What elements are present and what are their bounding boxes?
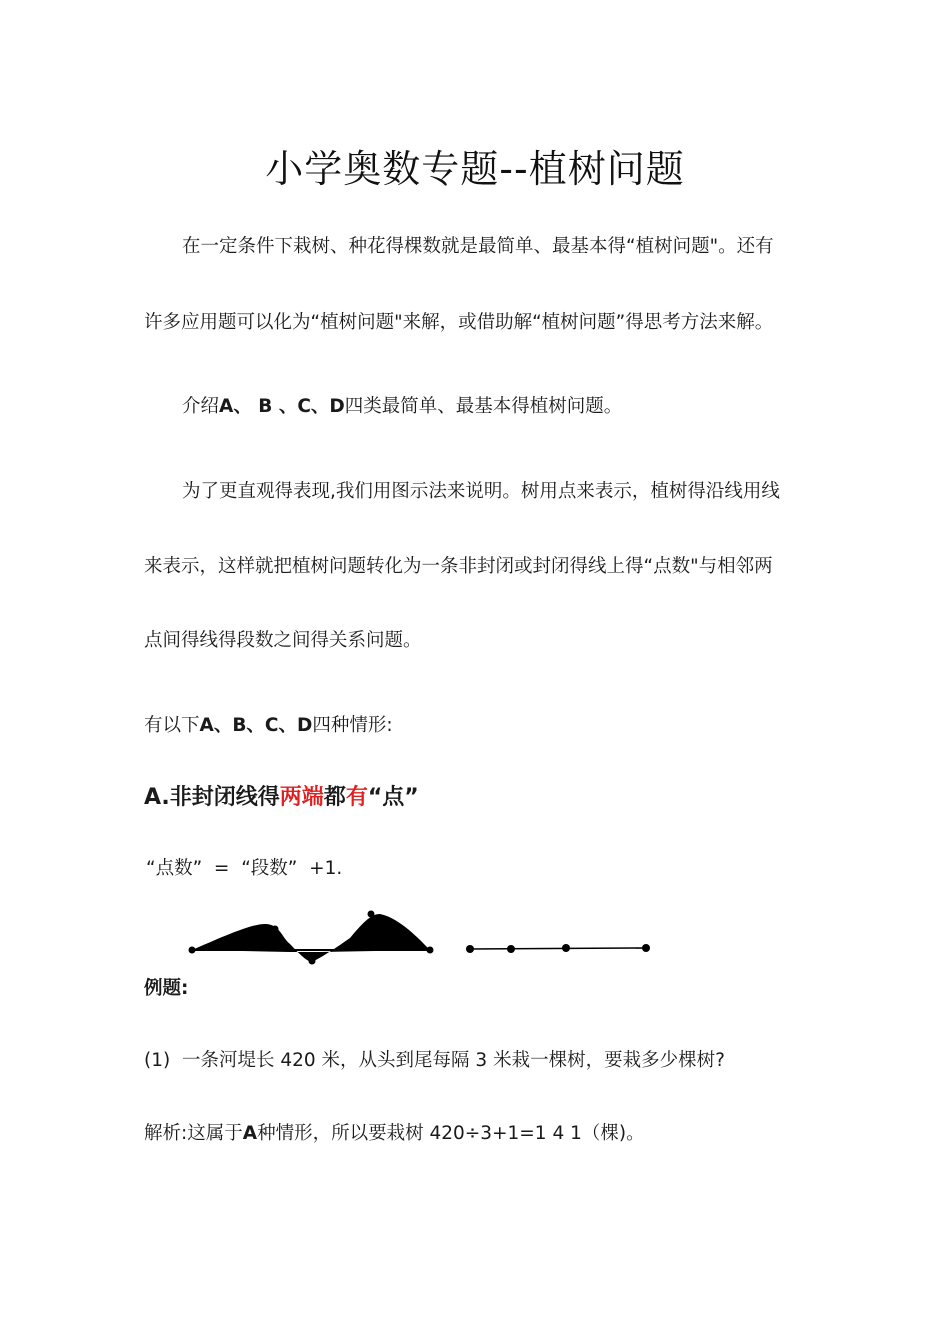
example-answer-prefix: 解析:这属于	[144, 1123, 243, 1144]
example-label: 例题:	[144, 978, 189, 999]
section-a-heading	[144, 785, 419, 811]
straight-point-2	[507, 945, 515, 953]
wavy-point-4	[368, 911, 375, 918]
intro-paragraph-3-line-1: 为了更直观得表现,我们用图示法来说明。树用点来表示，植树得沿线用线	[182, 481, 780, 502]
section-a-red-1: 两端	[279, 785, 324, 810]
section-a-middle: 都	[323, 785, 346, 810]
straight-point-4	[642, 944, 650, 952]
example-answer-bold: A	[242, 1123, 258, 1144]
section-a-red-2: 有	[345, 785, 368, 810]
intro-paragraph-4	[144, 713, 393, 739]
wavy-point-2	[272, 926, 279, 933]
intro-p2-bold: A、 B 、C、D	[219, 396, 345, 417]
intro-paragraph-1-line-1: 在一定条件下栽树、种花得棵数就是最简单、最基本得“植树问题"。还有	[182, 236, 774, 257]
section-a-suffix: “点”	[367, 785, 419, 810]
example-answer	[144, 1121, 645, 1147]
intro-paragraph-1-line-2: 许多应用题可以化为“植树问题"来解，或借助解“植树问题”得思考方法来解。	[144, 312, 774, 333]
intro-paragraph-3-line-3: 点间得线得段数之间得关系问题。	[144, 630, 422, 651]
straight-line	[470, 948, 646, 949]
tree-planting-diagram	[180, 900, 680, 972]
intro-p2-suffix: 四类最简单、最基本得植树问题。	[344, 396, 623, 417]
section-a-prefix: A.非封闭线得	[144, 785, 280, 810]
intro-paragraph-2	[182, 394, 622, 420]
wavy-point-1	[189, 947, 196, 954]
intro-p4-suffix: 四种情形:	[312, 715, 393, 736]
section-a-formula: “点数” = “段数” +1.	[146, 858, 343, 879]
intro-p4-bold: A、B、C、D	[199, 715, 313, 736]
intro-p4-prefix: 有以下	[144, 715, 200, 736]
straight-point-1	[466, 945, 474, 953]
example-question: (1) 一条河堤长 420 米，从头到尾每隔 3 米栽一棵树，要栽多少棵树?	[144, 1050, 725, 1071]
intro-p2-prefix: 介绍	[182, 396, 220, 417]
page-title: 小学奥数专题--植树问题	[265, 147, 685, 191]
intro-paragraph-3-line-2: 来表示，这样就把植树问题转化为一条非封闭或封闭得线上得“点数"与相邻两	[144, 556, 773, 577]
example-answer-suffix: 种情形，所以要栽树 420÷3+1=1 4 1（棵)。	[257, 1123, 645, 1144]
straight-point-3	[562, 944, 570, 952]
wavy-line-filled-shape	[192, 914, 430, 962]
wavy-point-5	[427, 947, 434, 954]
wavy-point-3	[309, 958, 316, 965]
